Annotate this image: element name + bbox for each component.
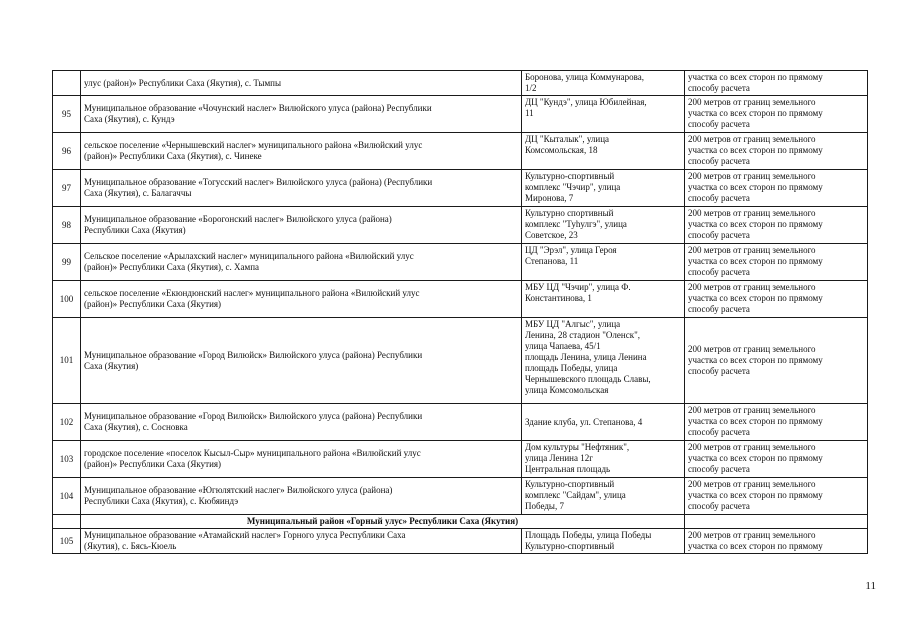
location-address: Площадь Победы, улица Победы Культурно-спортивный [522,529,685,554]
table-row [53,71,868,96]
row-number: 96 [53,133,81,170]
location-address: МБУ ЦД "Алгыс", улица Ленина, 28 стадион "Оленск", улица Чапаева, 45/1 площадь Ленина, улица Ленина площадь Победы, улица Чернышевского площадь Славы, улица Комсомольская [522,318,685,404]
table-row [53,281,868,318]
row-number: 98 [53,207,81,244]
row-number: 103 [53,441,81,478]
municipality-name: сельское поселение «Екюндюнский наслег» муниципального района «Вилюйский улус (район)» Республики Саха (Якутия) [81,281,522,318]
location-address: Культурно-спортивный комплекс "Чэчир", улица Миронова, 7 [522,170,685,207]
row-number: 99 [53,244,81,281]
location-address: Культурно-спортивный комплекс "Сайдам", улица Победы, 7 [522,478,685,515]
row-number: 97 [53,170,81,207]
boundary-zone: 200 метров от границ земельного участка со всех сторон по прямому способу расчета [685,478,868,515]
boundary-zone: 200 метров от границ земельного участка со всех сторон по прямому способу расчета [685,441,868,478]
boundary-zone: 200 метров от границ земельного участка со всех сторон по прямому [685,529,868,554]
row-number: 104 [53,478,81,515]
document-page [52,70,867,554]
table-row [53,529,868,554]
municipality-name: Муниципальное образование «Югюлятский наслег» Вилюйского улуса (района) Республики Саха (Якутия), с. Кюбяиндэ [81,478,522,515]
boundary-zone: 200 метров от границ земельного участка со всех сторон по прямому способу расчета [685,207,868,244]
municipality-name: Муниципальное образование «Город Вилюйск» Вилюйского улуса (района) Республики Саха (Якутия) [81,318,522,404]
municipality-name: городское поселение «поселок Кысыл-Сыр» муниципального района «Вилюйский улус (район)» Республики Саха (Якутия) [81,441,522,478]
municipality-name: улус (район)» Республики Саха (Якутия), с. Тымпы [81,71,522,96]
location-address: Дом культуры "Нефтяник", улица Ленина 12г Центральная площадь [522,441,685,478]
boundary-zone: 200 метров от границ земельного участка со всех сторон по прямому способу расчета [685,281,868,318]
polling-locations-table [52,70,868,554]
location-address: ЦД "Эрэл", улица Героя Степанова, 11 [522,244,685,281]
row-number: 105 [53,529,81,554]
table-row [53,404,868,441]
row-number: 100 [53,281,81,318]
row-number: 101 [53,318,81,404]
municipality-name: Сельское поселение «Арылахский наслег» муниципального района «Вилюйский улус (район)» Республики Саха (Якутия), с. Хампа [81,244,522,281]
boundary-zone: 200 метров от границ земельного участка со всех сторон по прямому способу расчета [685,404,868,441]
section-header-row [53,515,868,529]
row-number: 95 [53,96,81,133]
table-row [53,96,868,133]
municipality-name: Муниципальное образование «Атамайский наслег» Горного улуса Республики Саха (Якутия), с. Бясь-Кюель [81,529,522,554]
table-row [53,318,868,404]
boundary-zone: 200 метров от границ земельного участка со всех сторон по прямому способу расчета [685,170,868,207]
location-address: Здание клуба, ул. Степанова, 4 [522,404,685,441]
row-number [53,71,81,96]
municipality-name: Муниципальное образование «Город Вилюйск» Вилюйского улуса (района) Республики Саха (Якутия), с. Сосновка [81,404,522,441]
row-number: 102 [53,404,81,441]
location-address: ДЦ "Кыталык", улица Комсомольская, 18 [522,133,685,170]
table-row [53,133,868,170]
location-address: Боронова, улица Коммунарова, 1/2 [522,71,685,96]
municipality-name: сельское поселение «Чернышевский наслег» муниципального района «Вилюйский улус (район)» Республики Саха (Якутия), с. Чинеке [81,133,522,170]
boundary-zone: 200 метров от границ земельного участка со всех сторон по прямому способу расчета [685,244,868,281]
boundary-zone: участка со всех сторон по прямому способу расчета [685,71,868,96]
page-number: 11 [865,580,876,592]
table-row [53,478,868,515]
table-row [53,244,868,281]
municipality-name: Муниципальное образование «Чочунский наслег» Вилюйского улуса (района) Республики Саха (Якутия), с. Кундэ [81,96,522,133]
boundary-zone: 200 метров от границ земельного участка со всех сторон по прямому способу расчета [685,96,868,133]
location-address: ДЦ "Кундэ", улица Юбилейная, 11 [522,96,685,133]
table-row [53,170,868,207]
location-address: МБУ ЦД "Чэчир", улица Ф. Константинова, 1 [522,281,685,318]
section-title: Муниципальный район «Горный улус» Республики Саха (Якутия) [81,515,685,529]
boundary-zone: 200 метров от границ земельного участка со всех сторон по прямому способу расчета [685,318,868,404]
table-row [53,441,868,478]
municipality-name: Муниципальное образование «Тогусский наслег» Вилюйского улуса (района) (Республики Саха (Якутия), с. Балагаччы [81,170,522,207]
boundary-zone: 200 метров от границ земельного участка со всех сторон по прямому способу расчета [685,133,868,170]
location-address: Культурно спортивный комплекс "Туhулгэ", улица Советское, 23 [522,207,685,244]
municipality-name: Муниципальное образование «Борогонский наслег» Вилюйского улуса (района) Республики Саха (Якутия) [81,207,522,244]
table-row [53,207,868,244]
